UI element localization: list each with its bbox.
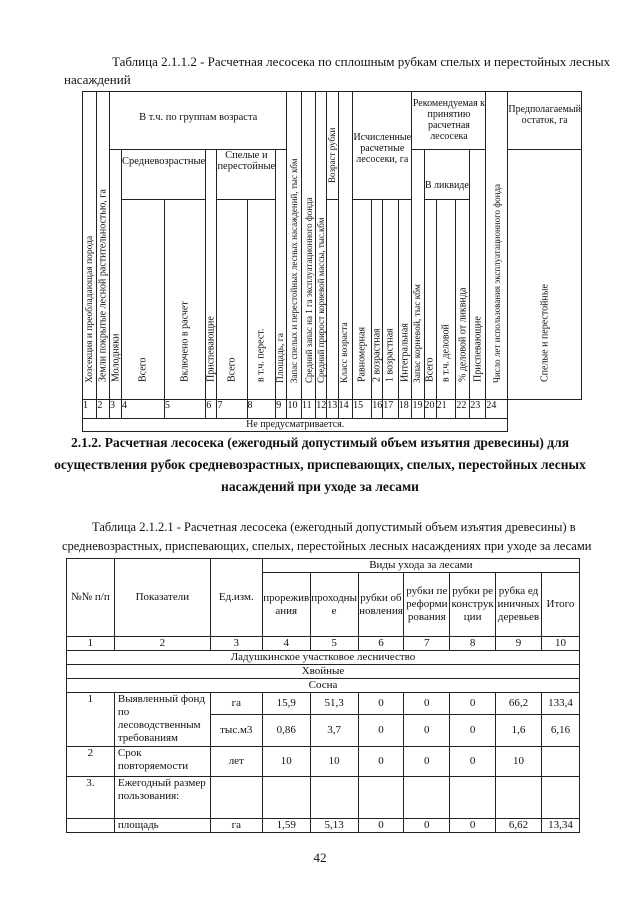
t1-col-1age: 1 возрастная (383, 200, 399, 400)
t1-blank (327, 200, 338, 400)
t2-cell (358, 777, 404, 819)
caption-2-cont: средневозрастных, приспевающих, спелых, перестойных лесных насаждениях при уходе за лесами (62, 539, 592, 553)
t1-num: 11 (301, 400, 315, 419)
t2-col-unit: Ед.изм. (210, 559, 262, 637)
t1-col-root-stock: Запас корневой, тыс кбм (412, 150, 424, 400)
t2-cell: 0 (358, 819, 404, 833)
t2-cell (210, 777, 262, 819)
t1-col-area: Площадь, га (276, 150, 287, 400)
t2-row-name: площадь (114, 819, 210, 833)
t2-cell: 0 (450, 819, 496, 833)
t1-num: 5 (165, 400, 206, 419)
t1-num: 12 (316, 400, 327, 419)
t2-cell: 0 (358, 693, 404, 715)
t2-col-renewal: рубки обновления (358, 573, 404, 637)
t2-unit: лет (210, 747, 262, 777)
t2-num: 4 (262, 637, 310, 651)
t1-num: 13 (327, 400, 338, 419)
t1-group-recommended: Рекомендуемая к принятию расчетная лесосека (412, 92, 486, 150)
t1-col-felling-age: Возраст рубки (327, 92, 338, 200)
t1-col-ripe-all: Всего (217, 200, 247, 400)
t2-cell: 1,59 (262, 819, 310, 833)
t1-num: 24 (486, 400, 508, 419)
t1-col-uniform: Равномерная (353, 200, 372, 400)
t2-num: 1 (67, 637, 115, 651)
t2-cell (450, 777, 496, 819)
t2-num: 5 (310, 637, 358, 651)
t1-num: 6 (206, 400, 217, 419)
t2-category: Хвойные (67, 665, 580, 679)
t2-num: 7 (404, 637, 450, 651)
t1-col-integral: Интегральная (398, 200, 412, 400)
caption-2: Таблица 2.1.2.1 - Расчетная лесосека (ежегодный допустимый объем изъятия древесины) в (92, 520, 576, 534)
t2-num: 9 (496, 637, 542, 651)
t1-num: 9 (276, 400, 287, 419)
t1-num: 20 (424, 400, 436, 419)
t2-group-types: Виды ухода за лесами (262, 559, 579, 573)
section-heading (40, 432, 600, 498)
t1-group-liquid: В ликвиде (424, 150, 470, 200)
t1-col-liq-business: в т.ч. деловой (436, 200, 456, 400)
t2-cell: 10 (496, 747, 542, 777)
t2-cell: 15,9 (262, 693, 310, 715)
t2-cell: 0 (358, 747, 404, 777)
t2-cell (541, 777, 579, 819)
t2-cell: 0 (450, 747, 496, 777)
t2-col-reconstr: рубки реконструкции (450, 573, 496, 637)
t2-row-num (67, 819, 115, 833)
t2-unit: тыс.м3 (210, 715, 262, 747)
t2-cell: 6,16 (541, 715, 579, 747)
t2-row-num: 2 (67, 747, 115, 777)
table-row (67, 819, 580, 833)
t1-col-liq-all: Всего (424, 200, 436, 400)
table-1 (82, 91, 582, 432)
t1-col-avg-growth: Средний прирост корневой массы, тыс.кбм (316, 92, 327, 400)
t1-note: Не предусматривается. (83, 419, 508, 432)
t2-col-reform: рубки переформирования (404, 573, 450, 637)
t2-cell: 10 (310, 747, 358, 777)
t1-col-liq-pct: % деловой от ликвида (456, 200, 470, 400)
t2-col-num: №№ п/п (67, 559, 115, 637)
t2-num: 10 (541, 637, 579, 651)
t1-col-farm: Хозсекция и преобладающая порода (83, 92, 97, 400)
t1-num: 10 (287, 400, 302, 419)
t1-num: 15 (353, 400, 372, 419)
t2-row-name: Выявленный фонд по лесоводственным требованиям (114, 693, 210, 747)
t2-cell: 66,2 (496, 693, 542, 715)
t2-cell (541, 747, 579, 777)
t1-group-mid: Средневозрастные (122, 150, 206, 200)
table-row (67, 693, 580, 715)
t1-num: 3 (110, 400, 122, 419)
t1-col-ripe-over: в т.ч. перест. (247, 200, 276, 400)
t2-cell: 0 (404, 747, 450, 777)
t2-num: 2 (114, 637, 210, 651)
t1-num: 21 (436, 400, 456, 419)
t1-col-young: Молодняки (110, 150, 122, 400)
t2-col-thinning: прореживания (262, 573, 310, 637)
table-row (67, 777, 580, 819)
t1-num: 7 (217, 400, 247, 419)
table-2 (66, 558, 580, 833)
t2-cell (310, 777, 358, 819)
t1-num: 14 (338, 400, 353, 419)
t1-group-calc: Исчисленные расчетные лесосеки, га (353, 92, 412, 200)
t1-group-remainder: Предполагаемый остаток, га (508, 92, 582, 150)
t1-col-rem-ripening: Приспевающие (470, 150, 486, 400)
section-heading-line: осуществления рубок средневозрастных, приспевающих, спелых, перестойных лесных (54, 457, 586, 472)
t1-num: 16 (372, 400, 383, 419)
t2-cell (404, 777, 450, 819)
t1-num: 8 (247, 400, 276, 419)
t2-unit: га (210, 819, 262, 833)
t2-species: Сосна (67, 679, 580, 693)
t1-col-mid-incl: Включено в расчет (165, 200, 206, 400)
t2-row-name: Ежегодный размер пользования: (114, 777, 210, 819)
t2-cell: 0 (450, 715, 496, 747)
t2-cell: 51,3 (310, 693, 358, 715)
t2-cell: 5,13 (310, 819, 358, 833)
t2-num: 3 (210, 637, 262, 651)
page-number: 42 (313, 850, 327, 865)
section-heading-line: 2.1.2. Расчетная лесосека (ежегодный допустимый объем изъятия древесины) для (70, 435, 570, 450)
t2-cell: 0 (404, 693, 450, 715)
t1-col-rem-ripe: Спелые и перестойные (508, 150, 582, 400)
t1-num: 23 (470, 400, 486, 419)
t2-cell: 0 (404, 715, 450, 747)
t2-col-total: Итого (541, 573, 579, 637)
t2-cell: 0 (450, 693, 496, 715)
t2-cell: 6,62 (496, 819, 542, 833)
t1-num: 19 (412, 400, 424, 419)
t1-col-2age: 2 возрастная (372, 200, 383, 400)
caption-1: Таблица 2.1.1.2 - Расчетная лесосека по сплошным рубкам спелых и перестойных лесных (112, 54, 611, 69)
t1-col-age-class: Класс возраста (338, 92, 353, 400)
caption-1-cont: насаждений (64, 72, 131, 87)
t1-num: 1 (83, 400, 97, 419)
t1-num: 4 (122, 400, 165, 419)
t2-cell: 3,7 (310, 715, 358, 747)
t2-cell: 0 (404, 819, 450, 833)
t2-cell: 10 (262, 747, 310, 777)
t2-district: Ладушкинское участковое лесничество (67, 651, 580, 665)
t1-col-mid-all: Всего (122, 200, 165, 400)
t1-num: 2 (97, 400, 110, 419)
t1-col-stock: Запас спелых и перестойных лесных насаждений, тыс кбм (287, 92, 302, 400)
t1-group-age: В т.ч. по группам возраста (110, 92, 287, 150)
t2-row-num: 3. (67, 777, 115, 819)
t2-cell (262, 777, 310, 819)
t2-unit: га (210, 693, 262, 715)
t2-cell: 13,34 (541, 819, 579, 833)
table-row (67, 747, 580, 777)
t1-col-ripening: Приспевающие (206, 150, 217, 400)
t1-group-ripe: Спелые и перестойные (217, 150, 276, 200)
t2-row-name: Срок повторяемости (114, 747, 210, 777)
t1-num: 17 (383, 400, 399, 419)
t2-row-num: 1 (67, 693, 115, 747)
t1-num: 22 (456, 400, 470, 419)
t2-cell: 133,4 (541, 693, 579, 715)
t2-cell: 1,6 (496, 715, 542, 747)
t1-num: 18 (398, 400, 412, 419)
t1-col-avg-stock: Средний запас на 1 га эксплуатационного фонда (301, 92, 315, 400)
t2-col-single: рубка единичных деревьев (496, 573, 542, 637)
t1-col-land: Земли покрытые лесной растительностью, га (97, 92, 110, 400)
t2-col-indicator: Показатели (114, 559, 210, 637)
t2-num: 6 (358, 637, 404, 651)
t2-cell: 0 (358, 715, 404, 747)
t1-col-years: Число лет использования эксплуатационного фонда (486, 92, 508, 400)
t2-col-passage: проходные (310, 573, 358, 637)
t1-number-row (83, 400, 582, 419)
t2-cell: 0,86 (262, 715, 310, 747)
t2-cell (496, 777, 542, 819)
section-heading-line: насаждений при уходе за лесами (221, 479, 419, 494)
t2-num: 8 (450, 637, 496, 651)
